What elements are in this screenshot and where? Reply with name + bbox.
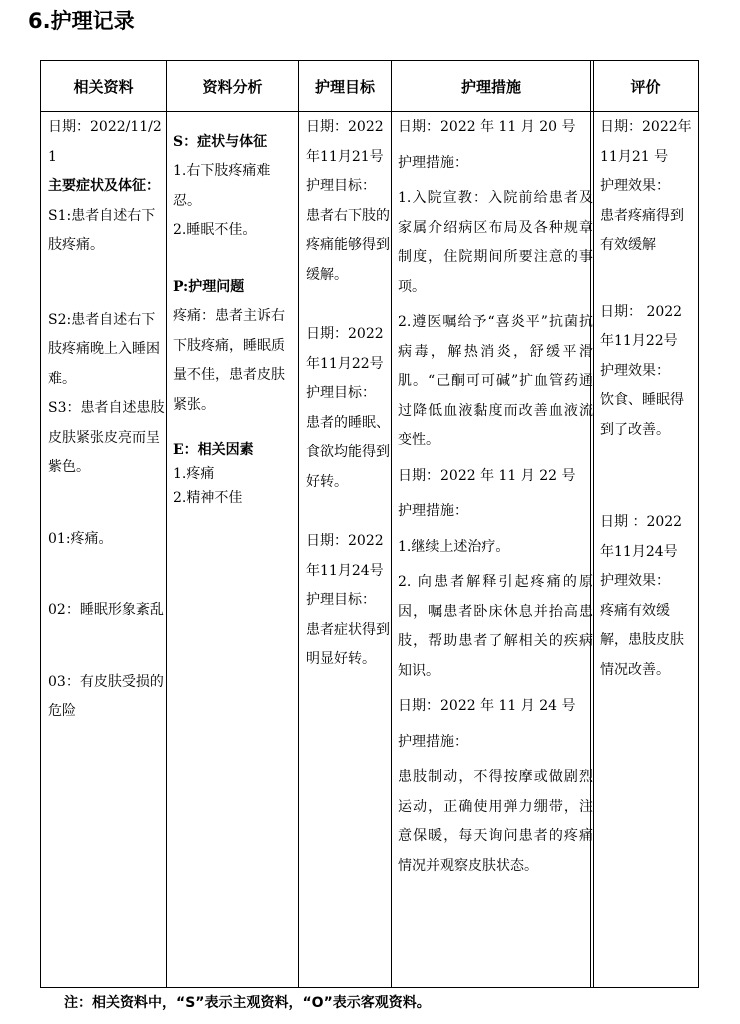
evaluation-text: 患者疼痛得到有效缓解 [600,207,684,253]
column-divider [298,61,299,987]
measure-item: 2. 向患者解释引起疼痛的原因，嘱患者卧床休息并抬高患肢，帮助患者了解相关的疾病知识。 [398,574,593,679]
factors-title: E：相关因素 [173,442,254,458]
measure-date: 日期：2022 年 11 月 20 号 [398,119,576,135]
record-date: 日期：2022/11/21 [48,119,162,165]
objective-item: 01:疼痛。 [48,530,113,547]
evaluation-date: 日期： 2022年11月22号 [600,303,683,349]
goal-date: 日期：2022年11月21号 [306,119,384,165]
page-title: 6.护理记录 [28,9,135,33]
goal-text: 患者症状得到明显好转。 [306,621,390,667]
measure-date: 日期：2022 年 11 月 22 号 [398,467,576,484]
column-divider [166,61,167,987]
evaluation-label: 护理效果： [600,362,670,379]
goal-text: 患者的睡眠、食欲均能得到好转。 [306,414,390,490]
header-nursing-goal: 护理目标 [314,77,375,96]
goal-date: 日期：2022年11月22号 [306,326,384,372]
objective-item: 02：睡眠形象紊乱 [48,602,164,618]
measure-item: 1.继续上述治疗。 [398,538,510,555]
subjective-item: S3：患者自述患肢皮肤紧张皮亮而呈紫色。 [48,400,165,475]
nursing-measures-cell [398,113,593,881]
data-analysis-cell [173,113,297,510]
measure-label: 护理措施： [398,733,468,750]
problem-title: P:护理问题 [173,278,245,295]
factor-item: 1.疼痛 [173,466,215,482]
measure-date: 日期：2022 年 11 月 24 号 [398,698,576,714]
evaluation-label: 护理效果： [600,178,670,194]
footnote: 注：相关资料中，“S”表示主观资料，“O”表示客观资料。 [64,995,431,1011]
header-evaluation: 评价 [630,77,661,96]
measure-text: 患肢制动，不得按摩或做剧烈运动，正确使用弹力绷带，注意保暖，每天询问患者的疼痛情况并观察皮肤状态。 [398,769,593,874]
subjective-item: S1:患者自述右下肢疼痛。 [48,207,156,253]
header-data-analysis: 资料分析 [202,77,263,96]
nursing-record-table [40,60,699,988]
goal-date: 日期：2022年11月24号 [306,533,384,579]
symptoms-title: S：症状与体征 [173,134,268,150]
objective-item: 03：有皮肤受损的危险 [48,673,164,719]
symptom-item: 2.睡眠不佳。 [173,222,257,238]
column-divider [391,61,392,987]
subjective-item: S2:患者自述右下肢疼痛晚上入睡困难。 [48,311,160,387]
goal-text: 患者右下肢的疼痛能够得到缓解。 [306,207,390,283]
symptom-item: 1.右下肢疼痛难忍。 [173,163,271,209]
measure-item: 2.遵医嘱给予“喜炎平”抗菌抗病毒，解热消炎，舒缓平滑肌。“己酮可可碱”扩血管药通过降低血液黏度而改善血液流变性。 [398,314,593,448]
evaluation-text: 疼痛有效缓解，患肢皮肤情况改善。 [600,602,684,678]
evaluation-date: 日期 ：2022年11月24号 [600,514,683,560]
goal-label: 护理目标： [306,592,376,608]
main-symptoms-title: 主要症状及体征： [48,178,160,194]
measure-label: 护理措施： [398,154,468,171]
header-related-data: 相关资料 [73,77,134,96]
header-divider [41,111,698,112]
evaluation-cell [600,113,696,685]
evaluation-date: 日期：2022年11月21 号 [600,119,692,165]
nursing-goal-cell [306,113,390,675]
related-data-cell [48,113,165,727]
goal-label: 护理目标： [306,178,376,194]
measure-label: 护理措施： [398,503,468,519]
goal-label: 护理目标： [306,385,376,401]
header-nursing-measures: 护理措施 [460,77,521,96]
evaluation-label: 护理效果： [600,573,670,589]
problem-text: 疼痛：患者主诉右下肢疼痛，睡眠质量不佳，患者皮肤紧张。 [173,308,285,413]
evaluation-text: 饮食、睡眠得到了改善。 [600,392,684,438]
factor-item: 2.精神不佳 [173,490,243,506]
measure-item: 1.入院宣教：入院前给患者及家属介绍病区布局及各种规章制度，住院期间所要注意的事项。 [398,190,593,295]
